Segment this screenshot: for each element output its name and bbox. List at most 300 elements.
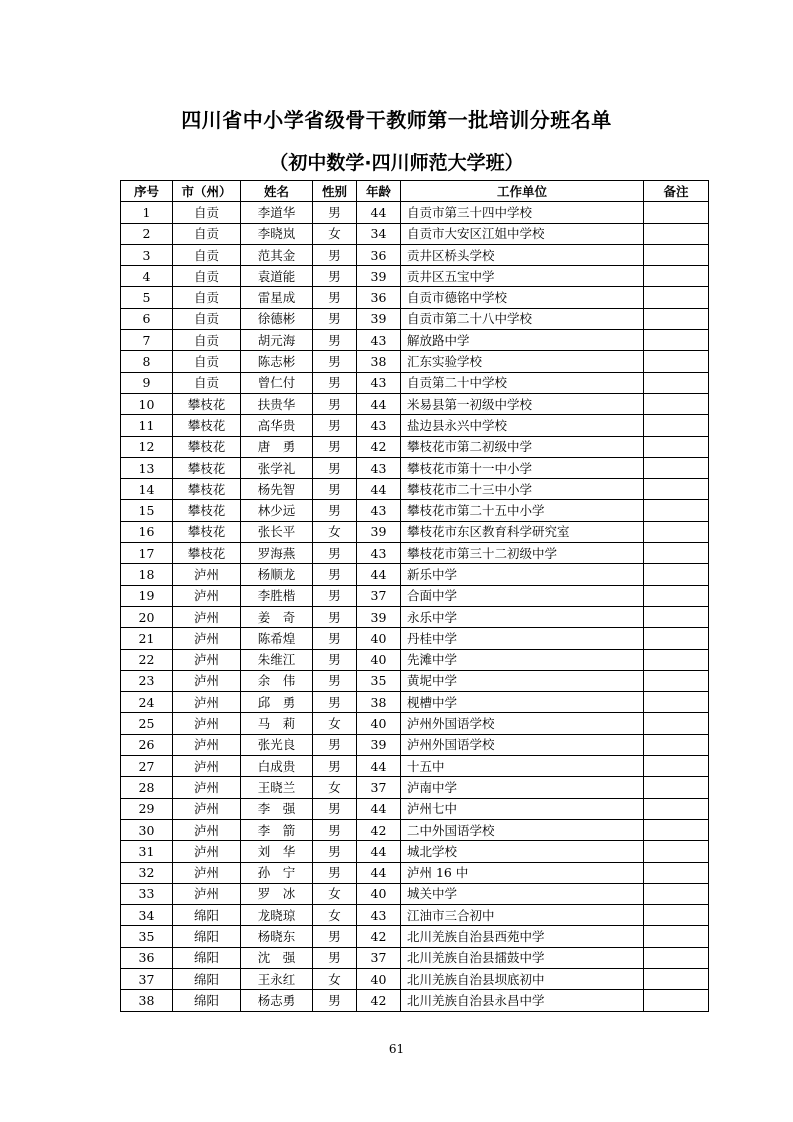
table-row [121, 862, 709, 883]
row-gender: 男 [313, 564, 357, 585]
row-gender: 男 [313, 266, 357, 287]
table-row [121, 777, 709, 798]
row-city: 攀枝花 [173, 436, 241, 457]
row-work-unit: 攀枝花市第十一中小学 [401, 457, 644, 478]
row-name: 范其金 [241, 244, 313, 265]
row-index: 13 [121, 457, 173, 478]
header-city: 市（州） [173, 181, 241, 202]
row-name: 罗海燕 [241, 543, 313, 564]
row-name: 杨晓东 [241, 926, 313, 947]
table-row [121, 479, 709, 500]
row-remarks [644, 585, 709, 606]
table-row [121, 457, 709, 478]
row-name: 杨先智 [241, 479, 313, 500]
row-remarks [644, 393, 709, 414]
row-gender: 男 [313, 330, 357, 351]
row-city: 绵阳 [173, 905, 241, 926]
row-gender: 女 [313, 223, 357, 244]
row-age: 42 [357, 436, 401, 457]
row-city: 自贡 [173, 202, 241, 223]
row-index: 1 [121, 202, 173, 223]
row-remarks [644, 777, 709, 798]
row-gender: 男 [313, 649, 357, 670]
row-work-unit: 北川羌族自治县永昌中学 [401, 990, 644, 1011]
row-age: 42 [357, 990, 401, 1011]
table-row [121, 628, 709, 649]
row-remarks [644, 564, 709, 585]
row-index: 4 [121, 266, 173, 287]
row-gender: 男 [313, 798, 357, 819]
row-name: 陈志彬 [241, 351, 313, 372]
document-subtitle: （初中数学·四川师范大学班） [269, 152, 524, 174]
header-remarks: 备注 [644, 181, 709, 202]
row-age: 44 [357, 479, 401, 500]
row-index: 37 [121, 968, 173, 989]
row-index: 35 [121, 926, 173, 947]
row-remarks [644, 947, 709, 968]
row-remarks [644, 798, 709, 819]
row-age: 39 [357, 606, 401, 627]
row-remarks [644, 628, 709, 649]
table-row [121, 244, 709, 265]
row-work-unit: 黄坭中学 [401, 670, 644, 691]
row-work-unit: 丹桂中学 [401, 628, 644, 649]
row-gender: 男 [313, 543, 357, 564]
row-work-unit: 北川羌族自治县擂鼓中学 [401, 947, 644, 968]
row-work-unit: 城北学校 [401, 841, 644, 862]
row-remarks [644, 543, 709, 564]
row-gender: 男 [313, 415, 357, 436]
row-name: 龙晓琼 [241, 905, 313, 926]
row-age: 39 [357, 734, 401, 755]
row-work-unit: 泸州七中 [401, 798, 644, 819]
row-work-unit: 攀枝花市第二十五中小学 [401, 500, 644, 521]
row-name: 李 箭 [241, 819, 313, 840]
table-row [121, 670, 709, 691]
row-gender: 男 [313, 457, 357, 478]
row-city: 绵阳 [173, 926, 241, 947]
row-index: 19 [121, 585, 173, 606]
row-gender: 女 [313, 713, 357, 734]
row-age: 44 [357, 202, 401, 223]
row-index: 20 [121, 606, 173, 627]
row-age: 37 [357, 585, 401, 606]
row-gender: 男 [313, 287, 357, 308]
row-work-unit: 盐边县永兴中学校 [401, 415, 644, 436]
table-row [121, 223, 709, 244]
row-city: 自贡 [173, 287, 241, 308]
row-index: 38 [121, 990, 173, 1011]
row-city: 绵阳 [173, 990, 241, 1011]
row-gender: 女 [313, 521, 357, 542]
row-city: 攀枝花 [173, 457, 241, 478]
row-index: 15 [121, 500, 173, 521]
row-index: 14 [121, 479, 173, 500]
table-row [121, 841, 709, 862]
row-city: 泸州 [173, 670, 241, 691]
row-remarks [644, 883, 709, 904]
row-remarks [644, 202, 709, 223]
row-work-unit: 永乐中学 [401, 606, 644, 627]
row-remarks [644, 479, 709, 500]
row-city: 自贡 [173, 351, 241, 372]
row-name: 袁道能 [241, 266, 313, 287]
row-age: 38 [357, 692, 401, 713]
row-city: 泸州 [173, 585, 241, 606]
row-index: 8 [121, 351, 173, 372]
row-remarks [644, 223, 709, 244]
table-row [121, 649, 709, 670]
row-remarks [644, 266, 709, 287]
row-age: 43 [357, 330, 401, 351]
row-remarks [644, 990, 709, 1011]
row-remarks [644, 521, 709, 542]
row-index: 18 [121, 564, 173, 585]
row-work-unit: 泸南中学 [401, 777, 644, 798]
row-work-unit: 泸州外国语学校 [401, 713, 644, 734]
row-name: 沈 强 [241, 947, 313, 968]
row-age: 44 [357, 862, 401, 883]
row-name: 马 莉 [241, 713, 313, 734]
row-index: 16 [121, 521, 173, 542]
row-index: 34 [121, 905, 173, 926]
table-row [121, 543, 709, 564]
row-work-unit: 先滩中学 [401, 649, 644, 670]
row-remarks [644, 926, 709, 947]
row-gender: 男 [313, 436, 357, 457]
row-work-unit: 攀枝花市第二初级中学 [401, 436, 644, 457]
row-city: 攀枝花 [173, 393, 241, 414]
table-header-row [121, 181, 709, 202]
row-gender: 女 [313, 968, 357, 989]
row-remarks [644, 692, 709, 713]
row-remarks [644, 436, 709, 457]
row-age: 38 [357, 351, 401, 372]
table-row [121, 819, 709, 840]
table-row [121, 606, 709, 627]
table-row [121, 415, 709, 436]
row-age: 36 [357, 244, 401, 265]
header-work-unit: 工作单位 [401, 181, 644, 202]
row-remarks [644, 372, 709, 393]
row-work-unit: 自贡第二十中学校 [401, 372, 644, 393]
row-work-unit: 北川羌族自治县西苑中学 [401, 926, 644, 947]
row-index: 31 [121, 841, 173, 862]
row-gender: 男 [313, 202, 357, 223]
document-title: 四川省中小学省级骨干教师第一批培训分班名单 [181, 108, 612, 132]
row-city: 泸州 [173, 756, 241, 777]
row-work-unit: 江油市三合初中 [401, 905, 644, 926]
table-row [121, 521, 709, 542]
table-row [121, 308, 709, 329]
row-age: 35 [357, 670, 401, 691]
row-gender: 男 [313, 244, 357, 265]
row-gender: 男 [313, 479, 357, 500]
row-index: 26 [121, 734, 173, 755]
table-row [121, 990, 709, 1011]
row-gender: 女 [313, 905, 357, 926]
row-work-unit: 二中外国语学校 [401, 819, 644, 840]
row-name: 高华贵 [241, 415, 313, 436]
row-age: 43 [357, 543, 401, 564]
table-row [121, 202, 709, 223]
row-index: 24 [121, 692, 173, 713]
row-name: 李 强 [241, 798, 313, 819]
row-gender: 男 [313, 393, 357, 414]
row-index: 3 [121, 244, 173, 265]
table-row [121, 883, 709, 904]
row-gender: 男 [313, 628, 357, 649]
row-age: 42 [357, 819, 401, 840]
table-row [121, 330, 709, 351]
row-age: 37 [357, 777, 401, 798]
row-index: 30 [121, 819, 173, 840]
table-row [121, 734, 709, 755]
row-remarks [644, 308, 709, 329]
table-row [121, 585, 709, 606]
row-gender: 男 [313, 500, 357, 521]
row-age: 36 [357, 287, 401, 308]
row-age: 40 [357, 968, 401, 989]
table-row [121, 287, 709, 308]
row-city: 攀枝花 [173, 415, 241, 436]
row-remarks [644, 244, 709, 265]
row-gender: 男 [313, 947, 357, 968]
row-name: 邱 勇 [241, 692, 313, 713]
row-remarks [644, 500, 709, 521]
page-number: 61 [388, 1042, 405, 1056]
row-city: 泸州 [173, 862, 241, 883]
row-city: 泸州 [173, 606, 241, 627]
row-city: 泸州 [173, 628, 241, 649]
header-age: 年龄 [357, 181, 401, 202]
row-age: 34 [357, 223, 401, 244]
row-gender: 男 [313, 990, 357, 1011]
row-name: 罗 冰 [241, 883, 313, 904]
header-name: 姓名 [241, 181, 313, 202]
row-name: 李胜楷 [241, 585, 313, 606]
row-name: 雷星成 [241, 287, 313, 308]
roster-table [120, 180, 709, 1012]
row-city: 攀枝花 [173, 521, 241, 542]
row-age: 43 [357, 415, 401, 436]
row-name: 张长平 [241, 521, 313, 542]
row-remarks [644, 968, 709, 989]
row-name: 张学礼 [241, 457, 313, 478]
row-gender: 男 [313, 308, 357, 329]
table-row [121, 713, 709, 734]
row-index: 36 [121, 947, 173, 968]
row-city: 泸州 [173, 798, 241, 819]
table-row [121, 926, 709, 947]
row-gender: 男 [313, 606, 357, 627]
row-age: 43 [357, 500, 401, 521]
row-name: 唐 勇 [241, 436, 313, 457]
row-index: 6 [121, 308, 173, 329]
row-remarks [644, 819, 709, 840]
row-name: 林少远 [241, 500, 313, 521]
row-age: 37 [357, 947, 401, 968]
row-gender: 男 [313, 372, 357, 393]
row-name: 姜 奇 [241, 606, 313, 627]
row-city: 泸州 [173, 692, 241, 713]
row-work-unit: 贡井区桥头学校 [401, 244, 644, 265]
row-age: 44 [357, 798, 401, 819]
row-name: 白成贵 [241, 756, 313, 777]
row-work-unit: 城关中学 [401, 883, 644, 904]
row-gender: 男 [313, 734, 357, 755]
table-row [121, 266, 709, 287]
row-work-unit: 泸州外国语学校 [401, 734, 644, 755]
row-index: 12 [121, 436, 173, 457]
row-work-unit: 枧槽中学 [401, 692, 644, 713]
table-row [121, 372, 709, 393]
row-city: 自贡 [173, 244, 241, 265]
row-work-unit: 攀枝花市第三十二初级中学 [401, 543, 644, 564]
row-name: 扶贵华 [241, 393, 313, 414]
row-index: 2 [121, 223, 173, 244]
row-name: 王晓兰 [241, 777, 313, 798]
row-work-unit: 十五中 [401, 756, 644, 777]
row-city: 泸州 [173, 777, 241, 798]
row-name: 杨志勇 [241, 990, 313, 1011]
row-city: 攀枝花 [173, 500, 241, 521]
row-age: 43 [357, 905, 401, 926]
row-remarks [644, 415, 709, 436]
row-remarks [644, 606, 709, 627]
row-remarks [644, 351, 709, 372]
row-index: 9 [121, 372, 173, 393]
row-work-unit: 米易县第一初级中学校 [401, 393, 644, 414]
row-age: 44 [357, 393, 401, 414]
row-age: 43 [357, 457, 401, 478]
table-row [121, 351, 709, 372]
row-city: 绵阳 [173, 968, 241, 989]
row-remarks [644, 713, 709, 734]
row-city: 攀枝花 [173, 479, 241, 500]
row-gender: 男 [313, 862, 357, 883]
row-work-unit: 汇东实验学校 [401, 351, 644, 372]
table-row [121, 564, 709, 585]
row-age: 40 [357, 713, 401, 734]
row-index: 11 [121, 415, 173, 436]
row-remarks [644, 756, 709, 777]
row-gender: 男 [313, 841, 357, 862]
row-gender: 女 [313, 777, 357, 798]
row-index: 22 [121, 649, 173, 670]
row-city: 自贡 [173, 223, 241, 244]
row-city: 自贡 [173, 266, 241, 287]
row-name: 王永红 [241, 968, 313, 989]
row-index: 25 [121, 713, 173, 734]
header-gender: 性别 [313, 181, 357, 202]
row-age: 42 [357, 926, 401, 947]
row-gender: 男 [313, 351, 357, 372]
table-row [121, 905, 709, 926]
row-work-unit: 自贡市德铭中学校 [401, 287, 644, 308]
row-index: 5 [121, 287, 173, 308]
row-city: 泸州 [173, 734, 241, 755]
row-index: 28 [121, 777, 173, 798]
row-city: 攀枝花 [173, 543, 241, 564]
row-work-unit: 贡井区五宝中学 [401, 266, 644, 287]
row-city: 绵阳 [173, 947, 241, 968]
table-row [121, 756, 709, 777]
row-gender: 女 [313, 883, 357, 904]
row-work-unit: 攀枝花市二十三中小学 [401, 479, 644, 500]
row-age: 44 [357, 756, 401, 777]
row-age: 40 [357, 628, 401, 649]
row-remarks [644, 862, 709, 883]
row-index: 21 [121, 628, 173, 649]
row-age: 39 [357, 308, 401, 329]
row-index: 17 [121, 543, 173, 564]
table-body [121, 202, 709, 1011]
table-row [121, 968, 709, 989]
row-index: 32 [121, 862, 173, 883]
row-index: 27 [121, 756, 173, 777]
row-city: 泸州 [173, 649, 241, 670]
row-index: 23 [121, 670, 173, 691]
row-remarks [644, 841, 709, 862]
row-remarks [644, 734, 709, 755]
table-row [121, 500, 709, 521]
row-remarks [644, 905, 709, 926]
row-gender: 男 [313, 692, 357, 713]
row-name: 李道华 [241, 202, 313, 223]
row-remarks [644, 457, 709, 478]
row-city: 自贡 [173, 330, 241, 351]
row-work-unit: 北川羌族自治县坝底初中 [401, 968, 644, 989]
row-age: 40 [357, 883, 401, 904]
row-name: 余 伟 [241, 670, 313, 691]
row-name: 胡元海 [241, 330, 313, 351]
row-age: 39 [357, 521, 401, 542]
row-gender: 男 [313, 756, 357, 777]
row-city: 泸州 [173, 713, 241, 734]
table-row [121, 393, 709, 414]
row-remarks [644, 287, 709, 308]
row-city: 泸州 [173, 564, 241, 585]
row-work-unit: 攀枝花市东区教育科学研究室 [401, 521, 644, 542]
row-name: 徐德彬 [241, 308, 313, 329]
row-age: 43 [357, 372, 401, 393]
row-age: 44 [357, 841, 401, 862]
row-age: 44 [357, 564, 401, 585]
row-name: 曾仁付 [241, 372, 313, 393]
row-name: 朱维江 [241, 649, 313, 670]
row-city: 自贡 [173, 372, 241, 393]
table-row [121, 947, 709, 968]
row-city: 泸州 [173, 819, 241, 840]
row-city: 泸州 [173, 841, 241, 862]
row-name: 李晓岚 [241, 223, 313, 244]
row-work-unit: 自贡市大安区江姐中学校 [401, 223, 644, 244]
table-row [121, 798, 709, 819]
row-name: 陈希煌 [241, 628, 313, 649]
row-name: 杨顺龙 [241, 564, 313, 585]
row-work-unit: 新乐中学 [401, 564, 644, 585]
row-city: 自贡 [173, 308, 241, 329]
row-name: 张光良 [241, 734, 313, 755]
row-age: 39 [357, 266, 401, 287]
row-work-unit: 自贡市第二十八中学校 [401, 308, 644, 329]
table-row [121, 692, 709, 713]
row-gender: 男 [313, 670, 357, 691]
row-work-unit: 解放路中学 [401, 330, 644, 351]
row-age: 40 [357, 649, 401, 670]
row-remarks [644, 670, 709, 691]
